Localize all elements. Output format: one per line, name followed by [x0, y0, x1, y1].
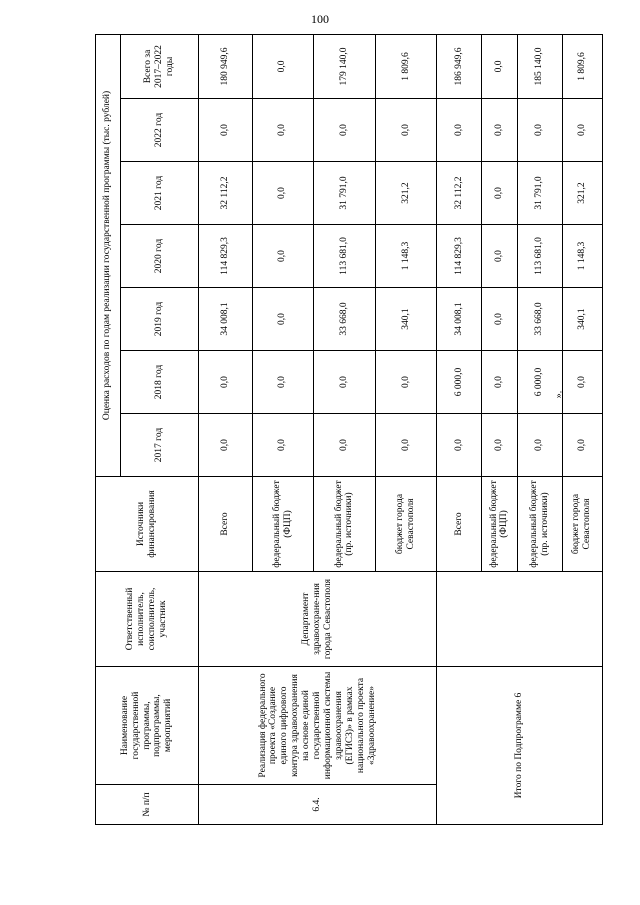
source-cell: Всего [437, 477, 482, 572]
source-cell: федеральный бюджет (ФЦП) [482, 477, 518, 572]
value-cell: 113 681,0 [517, 225, 562, 288]
value-cell: 113 681,0 [314, 225, 376, 288]
header-year: 2022 год [120, 99, 198, 162]
table-row [437, 34, 482, 824]
value-cell: 321,2 [375, 162, 437, 225]
value-cell: 0,0 [482, 414, 518, 477]
value-cell: 0,0 [562, 351, 602, 414]
value-cell: 0,0 [252, 414, 314, 477]
value-cell: 0,0 [482, 162, 518, 225]
value-cell: 1 809,6 [375, 34, 437, 98]
value-cell: 186 949,6 [437, 34, 482, 98]
value-cell: 0,0 [562, 414, 602, 477]
value-cell: 1 148,3 [562, 225, 602, 288]
value-cell: 0,0 [252, 99, 314, 162]
header-year: 2018 год [120, 351, 198, 414]
value-cell: 180 949,6 [198, 34, 252, 98]
header-year: 2021 год [120, 162, 198, 225]
header-row-1 [96, 34, 121, 824]
value-cell: 0,0 [314, 414, 376, 477]
header-year-total: Всего за 2017–2022 годы [120, 34, 198, 98]
value-cell: 185 140,0 [517, 34, 562, 98]
row-responsible: Департамент здравоохране-ния города Севастополя [198, 572, 436, 667]
table-row [198, 34, 252, 824]
header-year: 2020 год [120, 225, 198, 288]
value-cell: 31 791,0 [517, 162, 562, 225]
closing-quote: ». [553, 390, 565, 399]
value-cell: 0,0 [198, 414, 252, 477]
header-estimate: Оценка расходов по годам реализации государственной программы (тыс. рублей) [96, 34, 121, 476]
source-cell: федеральный бюджет (пр. источники) [517, 477, 562, 572]
value-cell: 0,0 [482, 225, 518, 288]
value-cell: 0,0 [437, 414, 482, 477]
row-name: Реализация федерального проекта «Создание единого цифрового контура здравоохранения на основе единой государственной информационной системы здравоохранения (ЕГИСЗ)» в рамках национального проекта «Здравоохранение» [198, 667, 436, 785]
header-year: 2017 год [120, 414, 198, 477]
value-cell: 179 140,0 [314, 34, 376, 98]
value-cell: 32 112,2 [437, 162, 482, 225]
value-cell: 0,0 [562, 99, 602, 162]
value-cell: 32 112,2 [198, 162, 252, 225]
source-cell: федеральный бюджет (ФЦП) [252, 477, 314, 572]
value-cell: 6 000,0 [437, 351, 482, 414]
value-cell: 0,0 [482, 288, 518, 351]
value-cell: 0,0 [482, 99, 518, 162]
row-num: 6.4. [198, 785, 436, 825]
value-cell: 0,0 [375, 351, 437, 414]
rotated-table-inner [95, 35, 603, 825]
value-cell: 0,0 [252, 225, 314, 288]
value-cell: 34 008,1 [437, 288, 482, 351]
value-cell: 0,0 [198, 99, 252, 162]
value-cell: 0,0 [198, 351, 252, 414]
value-cell: 0,0 [252, 288, 314, 351]
value-cell: 6 000,0 [517, 351, 562, 414]
closing-mark [553, 390, 569, 505]
value-cell: 33 668,0 [517, 288, 562, 351]
value-cell: 1 809,6 [562, 34, 602, 98]
source-cell: Всего [198, 477, 252, 572]
value-cell: 340,1 [562, 288, 602, 351]
value-cell: 340,1 [375, 288, 437, 351]
value-cell: 0,0 [437, 99, 482, 162]
value-cell: 1 148,3 [375, 225, 437, 288]
value-cell: 0,0 [314, 351, 376, 414]
source-cell: бюджет города Севастополя [562, 477, 602, 572]
page-number: 100 [311, 12, 329, 26]
value-cell: 0,0 [517, 99, 562, 162]
value-cell: 0,0 [517, 414, 562, 477]
value-cell: 114 829,3 [437, 225, 482, 288]
value-cell: 31 791,0 [314, 162, 376, 225]
header-num: № п/п [96, 785, 199, 825]
value-cell: 0,0 [252, 351, 314, 414]
source-cell: бюджет города Севастополя [375, 477, 437, 572]
value-cell: 0,0 [314, 99, 376, 162]
value-cell: 0,0 [375, 414, 437, 477]
closing-line [562, 403, 563, 503]
value-cell: 114 829,3 [198, 225, 252, 288]
budget-table [95, 34, 603, 825]
value-cell: 0,0 [375, 99, 437, 162]
value-cell: 33 668,0 [314, 288, 376, 351]
total-responsible [437, 572, 603, 667]
header-name: Наименование государственной программы, подпрограммы, мероприятий [96, 667, 199, 785]
value-cell: 321,2 [562, 162, 602, 225]
header-year: 2019 год [120, 288, 198, 351]
total-name: Итого по Подпрограмме 6 [437, 667, 603, 825]
header-responsible: Ответственный исполнитель, соисполнитель, участник [96, 572, 199, 667]
value-cell: 0,0 [252, 34, 314, 98]
value-cell: 34 008,1 [198, 288, 252, 351]
value-cell: 0,0 [252, 162, 314, 225]
source-cell: федеральный бюджет (пр. источники) [314, 477, 376, 572]
value-cell: 0,0 [482, 351, 518, 414]
header-source: Источники финансирования [96, 477, 199, 572]
value-cell: 0,0 [482, 34, 518, 98]
rotated-table-container [95, 35, 603, 825]
